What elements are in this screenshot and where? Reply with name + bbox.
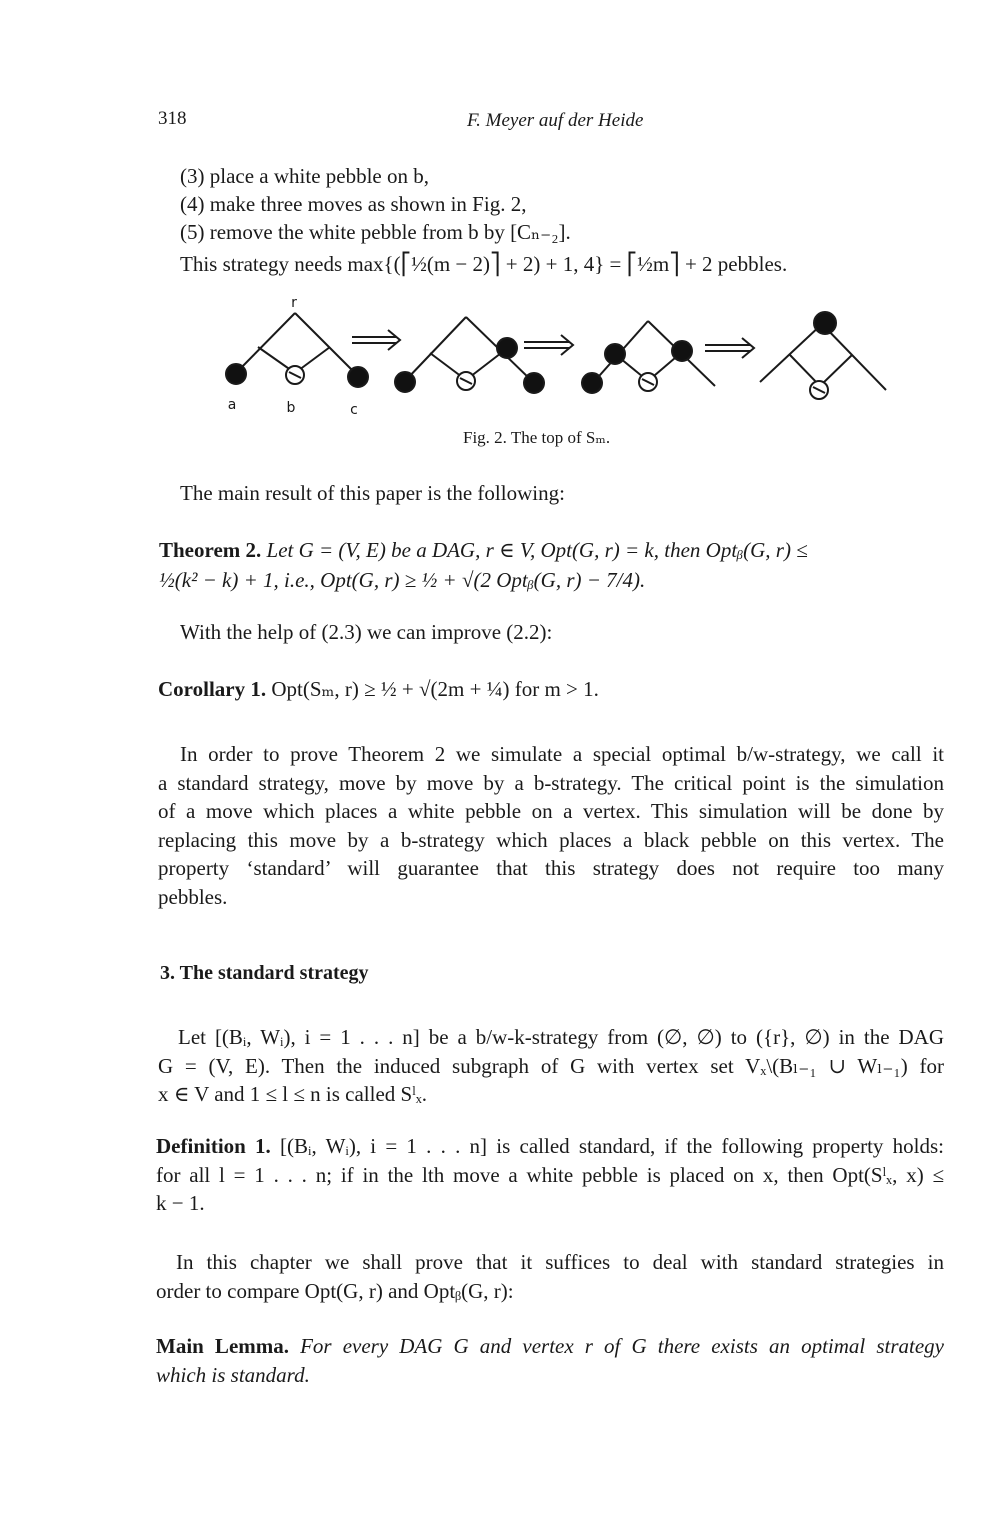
proof-line: a standard strategy, move by move by a b-strategy. The critical point is the simulation: [158, 770, 944, 795]
pebble-c-black: [348, 367, 368, 387]
chapter-line: order to compare Opt(G, r) and Optᵦ(G, r):: [156, 1278, 514, 1303]
strategy-line: This strategy needs max{(⎡½(m − 2)⎤ + 2) + 1, 4} = ⎡½m⎤ + 2 pebbles.: [180, 252, 788, 276]
pebble-a-black: [226, 364, 246, 384]
corollary: [158, 675, 599, 703]
proof-line: In order to prove Theorem 2 we simulate a special optimal b/w-strategy, we call it: [180, 742, 944, 766]
label-c: c: [350, 402, 358, 418]
label-b: b: [286, 400, 296, 416]
label-a: a: [227, 397, 237, 413]
section-heading: 3. The standard strategy: [160, 962, 369, 984]
corollary-label: Corollary 1.: [158, 677, 267, 701]
step-3: (3) place a white pebble on b,: [180, 164, 429, 188]
main-lemma-text: For every DAG G and vertex r of G there exists an optimal strategy: [300, 1334, 945, 1358]
proof-line: of a move which places a white pebble on a vertex. This simulation will be done by: [158, 799, 944, 823]
pebble-black: [582, 373, 602, 393]
chapter-paragraph: [156, 1248, 944, 1305]
definition-line-3: k − 1.: [156, 1191, 205, 1215]
page-number: 318: [158, 108, 187, 129]
definition-line-2: for all l = 1 . . . n; if in the lth move a white pebble is placed on x, then Opt(Sˡₓ, x) ≤: [156, 1162, 944, 1187]
main-lemma-line-1: [156, 1332, 944, 1361]
main-lemma-line-2: which is standard.: [156, 1362, 310, 1387]
help-line: With the help of (2.3) we can improve (2.2):: [180, 620, 553, 644]
definition: [156, 1132, 944, 1218]
figure-caption: Fig. 2. The top of Sₘ.: [463, 428, 611, 447]
chapter-line: In this chapter we shall prove that it suffices to deal with standard strategies in: [176, 1250, 944, 1274]
step-4: (4) make three moves as shown in Fig. 2,: [180, 192, 527, 216]
let-line: Let [(Bᵢ, Wᵢ), i = 1 . . . n] be a b/w-k-strategy from (∅, ∅) to ({r}, ∅) in the DAG: [178, 1025, 944, 1049]
pebble-black: [524, 373, 544, 393]
arrow-3: [705, 338, 754, 358]
main-lemma-label: Main Lemma.: [156, 1334, 289, 1358]
proof-line: replacing this move by a b-strategy which places a black pebble on this vertex. The: [158, 827, 944, 852]
proof-line: property ‘standard’ will guarantee that this strategy does not require too many: [158, 856, 944, 880]
step-5: (5) remove the white pebble from b by [Cₙ₋₂].: [180, 220, 571, 244]
pebble-black: [497, 338, 517, 358]
theorem-label: Theorem 2.: [159, 538, 262, 562]
tree-3: [582, 321, 715, 393]
pebble-black: [395, 372, 415, 392]
theorem-line-1: [159, 536, 808, 564]
arrow-2: [524, 335, 573, 355]
tree-1: [226, 313, 368, 387]
label-r: r: [291, 295, 297, 311]
definition-label: Definition 1.: [156, 1134, 271, 1158]
definition-text: [(Bᵢ, Wᵢ), i = 1 . . . n] is called standard, if the following property holds:: [280, 1134, 944, 1158]
tree-2: [395, 317, 544, 393]
corollary-text: Opt(Sₘ, r) ≥ ½ + √(2m + ¼) for m > 1.: [271, 677, 599, 701]
theorem-text-1: Let G = (V, E) be a DAG, r ∈ V, Opt(G, r) = k, then Optᵦ(G, r) ≤: [266, 538, 808, 562]
proof-paragraph: [158, 740, 944, 911]
pebble-black: [605, 344, 625, 364]
proof-line: pebbles.: [158, 884, 228, 909]
pebble-root-black: [814, 312, 836, 334]
definition-line-1: [156, 1132, 944, 1161]
let-line: G = (V, E). Then the induced subgraph of G with vertex set Vₓ\(Bₗ₋₁ ∪ Wₗ₋₁) for: [158, 1053, 944, 1078]
main-result-line: The main result of this paper is the following:: [180, 481, 565, 505]
let-line: x ∈ V and 1 ≤ l ≤ n is called Sˡₓ.: [158, 1082, 428, 1106]
theorem-line-2: ½(k² − k) + 1, i.e., Opt(G, r) ≥ ½ + √(2 Optᵦ(G, r) − 7/4).: [159, 568, 646, 592]
tree-4: [760, 312, 886, 399]
running-head: F. Meyer auf der Heide: [467, 110, 644, 131]
main-lemma: [156, 1332, 944, 1389]
arrow-1: [352, 330, 400, 350]
let-paragraph: [158, 1023, 944, 1109]
pebble-black: [672, 341, 692, 361]
